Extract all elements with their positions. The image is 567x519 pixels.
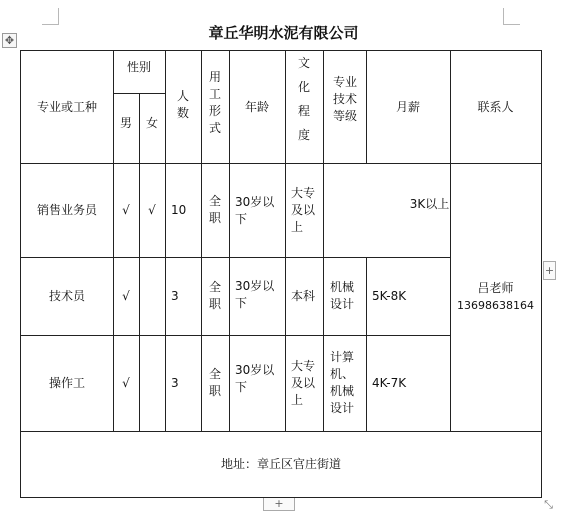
row3-skill: 计算机、机械设计 [330, 350, 355, 415]
row1-female: √ [148, 202, 156, 217]
header-contact: 联系人 [477, 99, 514, 114]
recruitment-table [20, 50, 542, 498]
row2-male: √ [122, 288, 130, 303]
row1-male: √ [122, 202, 130, 217]
row2-skill: 机械设计 [330, 280, 355, 311]
header-salary: 月薪 [395, 99, 420, 114]
header-skill: 专业技术等级 [332, 74, 357, 123]
address: 地址：章丘区官庄街道 [220, 456, 341, 471]
row1-count: 10 [171, 202, 187, 217]
header-count: 人数 [176, 89, 189, 120]
row1-employment: 全职 [208, 194, 221, 225]
row3-employment: 全职 [208, 367, 221, 398]
document-title: 章丘华明水泥有限公司 [208, 24, 359, 42]
header-age: 年龄 [244, 99, 269, 114]
add-row-icon[interactable]: + [263, 497, 295, 511]
row3-female [139, 335, 165, 431]
contact-phone: 13698638164 [457, 299, 534, 312]
row3-age: 30岁以下 [235, 363, 275, 394]
row1-salary: 3K以上 [409, 196, 450, 211]
row2-education: 本科 [291, 288, 316, 303]
row2-count: 3 [171, 288, 179, 303]
col-divider [285, 51, 286, 431]
row3-job: 操作工 [48, 375, 85, 390]
row1-education: 大专及以上 [291, 185, 316, 234]
row2-job: 技术员 [48, 288, 85, 303]
row3-male: √ [122, 375, 130, 390]
row3-salary: 4K-7K [372, 375, 407, 390]
table-move-handle-icon[interactable]: ✥ [2, 33, 17, 48]
header-job: 专业或工种 [36, 99, 97, 114]
row2-employment: 全职 [208, 280, 221, 311]
table-resize-handle-icon[interactable]: ⤡ [544, 498, 553, 511]
header-education: 文化程度 [297, 56, 310, 142]
header-employment: 用工形式 [208, 70, 221, 135]
add-column-icon[interactable]: + [543, 261, 556, 280]
row1-job: 销售业务员 [36, 202, 97, 217]
header-male: 男 [119, 115, 132, 130]
header-gender: 性别 [126, 59, 151, 74]
row3-education: 大专及以上 [291, 358, 316, 407]
row1-age: 30岁以下 [235, 195, 275, 226]
contact-cell [450, 163, 541, 431]
contact-name: 吕老师 [477, 281, 514, 295]
header-female: 女 [145, 115, 158, 130]
row2-female [139, 257, 165, 335]
row3-count: 3 [171, 375, 179, 390]
row2-salary: 5K-8K [372, 288, 407, 303]
col-divider [201, 51, 202, 431]
row2-age: 30岁以下 [235, 279, 275, 310]
